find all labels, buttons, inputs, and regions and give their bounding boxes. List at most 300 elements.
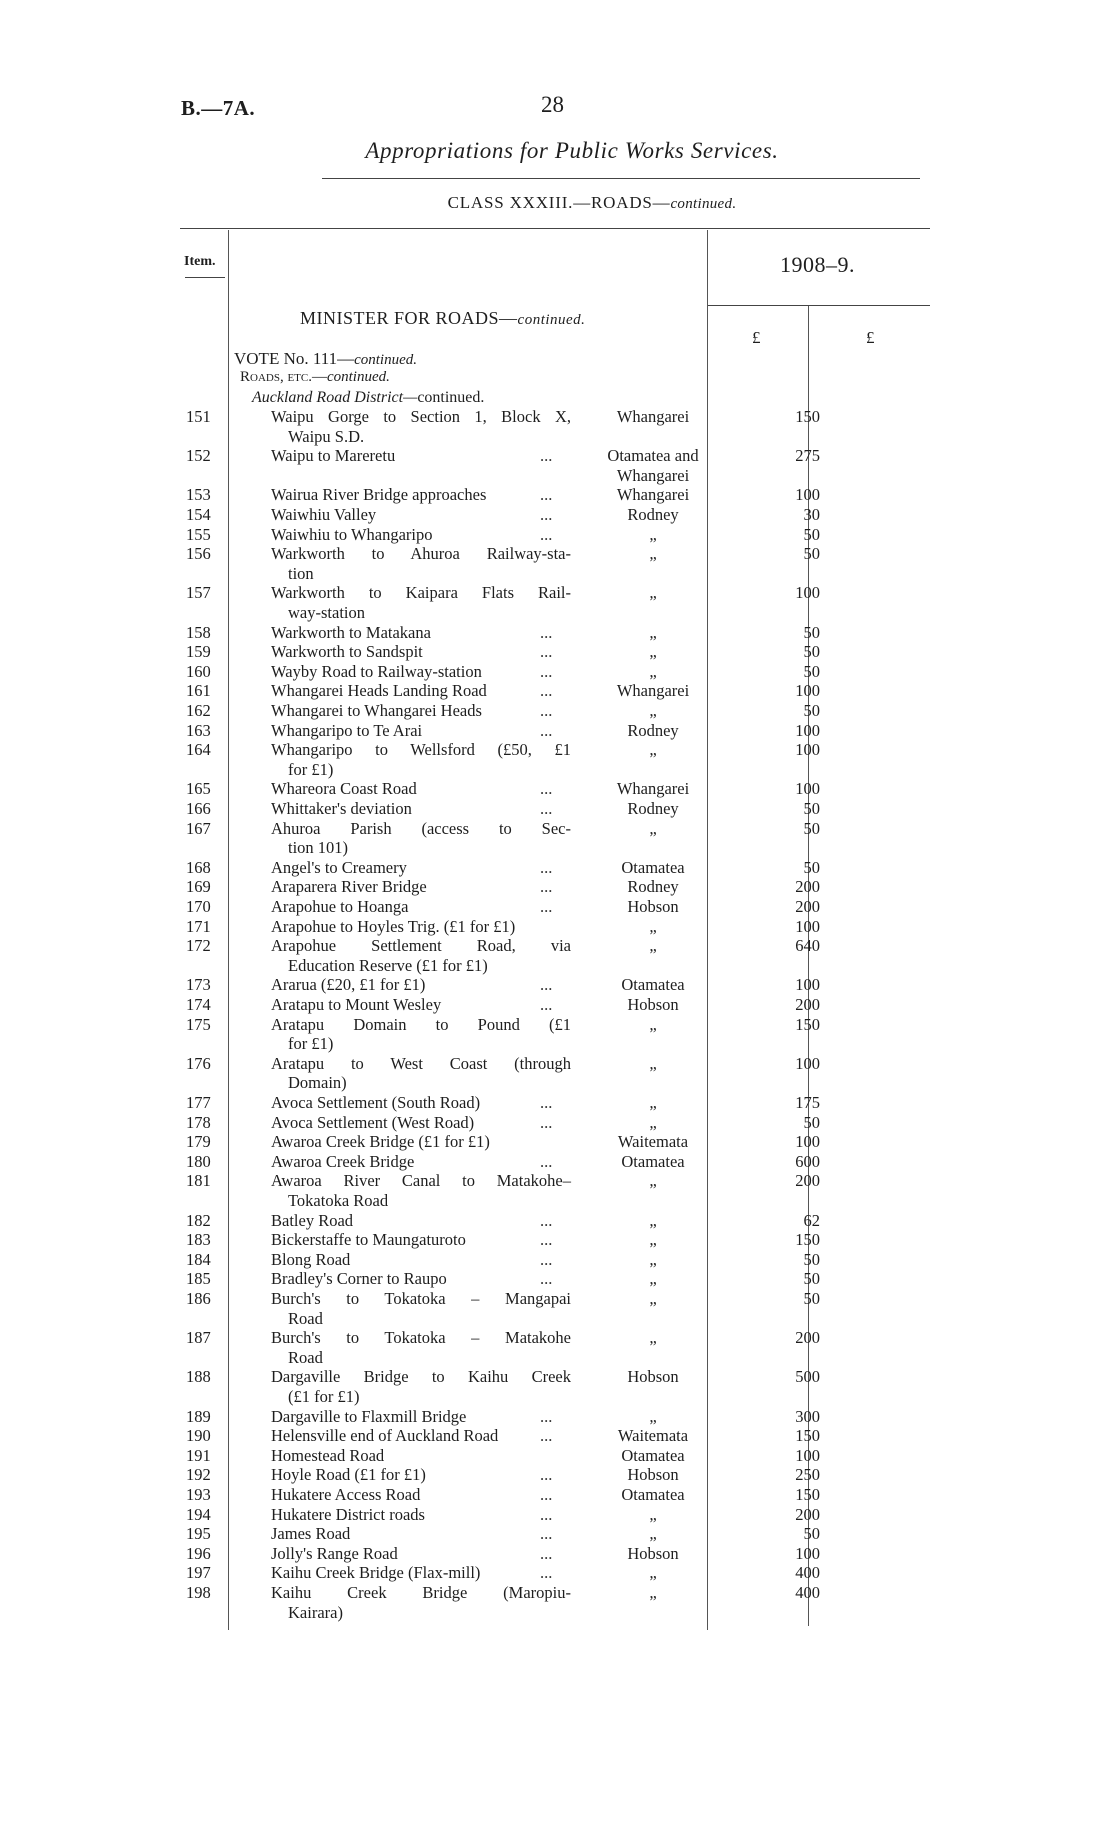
district-name: „ bbox=[649, 1269, 657, 1289]
item-number: 181 bbox=[186, 1171, 211, 1191]
item-number: 169 bbox=[186, 877, 211, 897]
item-number: 164 bbox=[186, 740, 211, 760]
road-description bbox=[271, 1446, 571, 1466]
road-description-line-1: Hukatere Access Road bbox=[271, 1485, 421, 1504]
item-number: 155 bbox=[186, 524, 211, 544]
amount-value: 50 bbox=[803, 1289, 820, 1308]
road-description-line-2: (£1 for £1) bbox=[288, 1386, 360, 1406]
table-row bbox=[0, 1152, 1114, 1172]
road-description bbox=[271, 740, 571, 779]
leader-dots: ... bbox=[540, 779, 553, 799]
amount-value: 50 bbox=[803, 701, 820, 720]
road-description-line-1: Bickerstaffe to Maungaturoto bbox=[271, 1230, 466, 1250]
leader-dots: ... bbox=[540, 505, 553, 524]
amount-value: 100 bbox=[795, 975, 820, 995]
amount-value: 50 bbox=[803, 799, 820, 818]
amount-value: 50 bbox=[803, 1112, 820, 1132]
roads-heading bbox=[240, 369, 390, 386]
leader-dots: ... bbox=[540, 975, 553, 995]
district-name: „ bbox=[649, 622, 657, 642]
road-description bbox=[271, 505, 571, 525]
table-row bbox=[0, 446, 1114, 485]
table-row bbox=[0, 936, 1114, 975]
road-description-line-1: Araparera River Bridge bbox=[271, 877, 427, 897]
item-number: 194 bbox=[186, 1504, 211, 1524]
item-column-header: Item. bbox=[184, 254, 216, 269]
pound-symbol-2: £ bbox=[866, 328, 875, 347]
district-name: Whangarei bbox=[616, 485, 690, 505]
district-name: „ bbox=[649, 1230, 657, 1250]
table-row bbox=[0, 525, 1114, 545]
amount-value: 100 bbox=[795, 1053, 820, 1073]
road-description-line-1: Arapohue to Hoyles Trig. (£1 for £1) bbox=[271, 916, 516, 936]
leader-dots: ... bbox=[540, 1230, 553, 1250]
leader-dots: ... bbox=[540, 701, 553, 720]
amount-value: 100 bbox=[795, 485, 820, 505]
class-heading bbox=[0, 193, 1114, 213]
table-row bbox=[0, 642, 1114, 662]
item-number: 195 bbox=[186, 1524, 211, 1544]
leader-dots: ... bbox=[540, 1269, 553, 1289]
district-name: „ bbox=[649, 1014, 657, 1034]
item-number: 167 bbox=[186, 818, 211, 838]
road-description-line-1: Awaroa Creek Bridge bbox=[271, 1151, 415, 1171]
district-name: „ bbox=[649, 818, 657, 838]
road-description-line-1: Waipu Gorge to Section 1, Block X, bbox=[271, 407, 571, 426]
road-description-line-1: Dargaville Bridge to Kaihu Creek bbox=[271, 1367, 571, 1387]
leader-dots: ... bbox=[540, 1504, 553, 1524]
road-description bbox=[271, 681, 571, 701]
road-description bbox=[271, 877, 571, 897]
district-name: Hobson bbox=[627, 1543, 679, 1563]
item-number: 184 bbox=[186, 1249, 211, 1269]
road-description-line-1: Whittaker's deviation bbox=[271, 799, 412, 818]
road-description-line-2: for £1) bbox=[288, 1034, 334, 1054]
road-description-line-2: way-station bbox=[288, 602, 365, 622]
leader-dots: ... bbox=[540, 1112, 553, 1132]
road-description-line-1: Whangarei to Whangarei Heads bbox=[271, 701, 482, 720]
table-row bbox=[0, 1328, 1114, 1367]
table-row bbox=[0, 407, 1114, 446]
table-row bbox=[0, 662, 1114, 682]
road-description-line-1: Whangarei Heads Landing Road bbox=[271, 681, 487, 701]
road-description bbox=[271, 975, 571, 995]
item-number: 159 bbox=[186, 642, 211, 662]
district-name: Rodney bbox=[627, 720, 679, 740]
road-description-line-2: tion 101) bbox=[288, 838, 349, 858]
item-number: 188 bbox=[186, 1367, 211, 1387]
leader-dots: ... bbox=[540, 661, 553, 681]
district-name: „ bbox=[649, 1171, 657, 1191]
page-title: Appropriations for Public Works Services. bbox=[365, 138, 779, 163]
table-row bbox=[0, 897, 1114, 917]
district-name: Otamatea bbox=[621, 975, 685, 995]
item-number: 178 bbox=[186, 1112, 211, 1132]
amount-value: 300 bbox=[795, 1406, 820, 1426]
amount-value: 400 bbox=[795, 1563, 820, 1583]
road-description bbox=[271, 642, 571, 662]
amount-value: 640 bbox=[795, 936, 820, 956]
district-name: Rodney bbox=[627, 877, 679, 897]
leader-dots: ... bbox=[540, 1426, 553, 1446]
table-row bbox=[0, 1171, 1114, 1210]
table-row bbox=[0, 1230, 1114, 1250]
table-row bbox=[0, 917, 1114, 937]
amount-value: 50 bbox=[803, 1249, 820, 1269]
district-name: „ bbox=[649, 936, 657, 956]
road-description-line-1: Burch's to Tokatoka – Mangapai bbox=[271, 1289, 571, 1308]
district-name: Hobson bbox=[627, 1367, 679, 1387]
leader-dots: ... bbox=[540, 524, 553, 544]
leader-dots: ... bbox=[540, 485, 553, 505]
item-number: 153 bbox=[186, 485, 211, 505]
year-header-underline bbox=[708, 305, 930, 306]
leader-dots: ... bbox=[540, 1151, 553, 1171]
item-number: 170 bbox=[186, 897, 211, 916]
table-row bbox=[0, 1015, 1114, 1054]
table-row bbox=[0, 975, 1114, 995]
district-name: Rodney bbox=[627, 505, 679, 524]
table-row bbox=[0, 1054, 1114, 1093]
road-description-line-2: Domain) bbox=[288, 1073, 347, 1093]
leader-dots: ... bbox=[540, 897, 553, 916]
road-description bbox=[271, 1093, 571, 1113]
road-description-line-1: Avoca Settlement (South Road) bbox=[271, 1093, 481, 1112]
road-description-line-1: Hukatere District roads bbox=[271, 1504, 425, 1524]
item-number: 165 bbox=[186, 779, 211, 799]
road-description-line-1: Dargaville to Flaxmill Bridge bbox=[271, 1406, 467, 1426]
amount-value: 150 bbox=[795, 1426, 820, 1446]
table-row bbox=[0, 1446, 1114, 1466]
amount-value: 200 bbox=[795, 1328, 820, 1348]
road-description bbox=[271, 721, 571, 741]
road-description-line-1: Aratapu to Mount Wesley bbox=[271, 995, 442, 1014]
table-row bbox=[0, 995, 1114, 1015]
table-row bbox=[0, 779, 1114, 799]
item-number: 158 bbox=[186, 622, 211, 642]
item-number: 163 bbox=[186, 720, 211, 740]
district-name: Otamatea bbox=[621, 1485, 685, 1504]
table-row bbox=[0, 1211, 1114, 1231]
road-description bbox=[271, 995, 571, 1015]
road-description bbox=[271, 407, 571, 446]
table-row bbox=[0, 858, 1114, 878]
minister-heading bbox=[300, 308, 585, 329]
minister-heading-text: MINISTER FOR ROADS— bbox=[300, 308, 518, 328]
road-description-line-1: Warkworth to Sandspit bbox=[271, 642, 423, 662]
item-number: 182 bbox=[186, 1210, 211, 1230]
table-row bbox=[0, 819, 1114, 858]
page-number: 28 bbox=[541, 92, 564, 117]
road-description bbox=[271, 1524, 571, 1544]
district-name: Otamatea and Whangarei bbox=[607, 446, 699, 485]
table-row bbox=[0, 681, 1114, 701]
district-name: „ bbox=[649, 524, 657, 544]
table-row bbox=[0, 1269, 1114, 1289]
road-description-line-1: Angel's to Creamery bbox=[271, 857, 407, 877]
leader-dots: ... bbox=[540, 446, 553, 466]
road-description-line-1: Kaihu Creek Bridge (Flax-mill) bbox=[271, 1563, 481, 1583]
leader-dots: ... bbox=[540, 1563, 553, 1583]
road-description-line-1: Awaroa River Canal to Matakohe– bbox=[271, 1171, 571, 1191]
table-row bbox=[0, 1505, 1114, 1525]
district-name: Whangarei bbox=[616, 681, 690, 701]
amount-value: 150 bbox=[795, 407, 820, 426]
amount-value: 50 bbox=[803, 661, 820, 681]
district-name: Whangarei bbox=[616, 407, 690, 426]
amount-value: 100 bbox=[795, 740, 820, 760]
leader-dots: ... bbox=[540, 1406, 553, 1426]
road-description-line-1: Avoca Settlement (West Road) bbox=[271, 1112, 475, 1132]
district-name: „ bbox=[649, 1406, 657, 1426]
amount-value: 50 bbox=[803, 1269, 820, 1289]
road-description bbox=[271, 1367, 571, 1406]
table-row bbox=[0, 485, 1114, 505]
amount-value: 200 bbox=[795, 1504, 820, 1524]
table-row bbox=[0, 1132, 1114, 1152]
district-name: Otamatea bbox=[621, 1151, 685, 1171]
item-number: 168 bbox=[186, 857, 211, 877]
amount-value: 50 bbox=[803, 1524, 820, 1544]
item-number: 196 bbox=[186, 1543, 211, 1563]
road-description-line-2: Road bbox=[288, 1308, 323, 1328]
amount-value: 400 bbox=[795, 1583, 820, 1602]
road-description-line-1: Aratapu to West Coast (through bbox=[271, 1053, 571, 1073]
roads-heading-text: Roads, etc.— bbox=[240, 369, 327, 385]
district-name: „ bbox=[649, 1053, 657, 1073]
amount-value: 150 bbox=[795, 1485, 820, 1504]
amount-value: 100 bbox=[795, 583, 820, 603]
table-row bbox=[0, 1465, 1114, 1485]
district-name: „ bbox=[649, 1563, 657, 1583]
road-description bbox=[271, 1132, 571, 1152]
district-heading bbox=[252, 389, 484, 407]
table-row bbox=[0, 1289, 1114, 1328]
item-number: 192 bbox=[186, 1465, 211, 1485]
road-description-line-2: tion bbox=[288, 563, 314, 583]
road-description bbox=[271, 544, 571, 583]
item-header-underline bbox=[185, 277, 225, 278]
road-description bbox=[271, 1485, 571, 1505]
road-description bbox=[271, 1583, 571, 1622]
road-description bbox=[271, 485, 571, 505]
road-description-line-1: Ahuroa Parish (access to Sec- bbox=[271, 818, 571, 838]
amount-value: 100 bbox=[795, 681, 820, 701]
road-description-line-1: Jolly's Range Road bbox=[271, 1543, 398, 1563]
item-number: 157 bbox=[186, 583, 211, 603]
leader-dots: ... bbox=[540, 681, 553, 701]
item-number: 185 bbox=[186, 1269, 211, 1289]
amount-value: 100 bbox=[795, 720, 820, 740]
district-name: Whangarei bbox=[616, 779, 690, 799]
road-description-line-2: Road bbox=[288, 1347, 323, 1367]
amount-value: 50 bbox=[803, 622, 820, 642]
road-description bbox=[271, 779, 571, 799]
road-description bbox=[271, 1269, 571, 1289]
road-description-line-1: Waiwhiu to Whangaripo bbox=[271, 524, 433, 544]
road-description bbox=[271, 446, 571, 466]
item-number: 187 bbox=[186, 1328, 211, 1348]
road-description bbox=[271, 1465, 571, 1485]
amount-value: 150 bbox=[795, 1014, 820, 1034]
class-heading-text: CLASS XXXIII.—ROADS— bbox=[447, 193, 671, 212]
amount-value: 600 bbox=[795, 1151, 820, 1171]
amount-value: 250 bbox=[795, 1465, 820, 1485]
leader-dots: ... bbox=[540, 877, 553, 897]
table-row bbox=[0, 740, 1114, 779]
road-description-line-1: Hoyle Road (£1 for £1) bbox=[271, 1465, 426, 1485]
table-row bbox=[0, 623, 1114, 643]
road-description bbox=[271, 1015, 571, 1054]
district-name: Otamatea bbox=[621, 1445, 685, 1465]
road-description-line-1: Wairua River Bridge approaches bbox=[271, 485, 487, 505]
road-description bbox=[271, 897, 571, 917]
table-row bbox=[0, 1563, 1114, 1583]
amount-value: 50 bbox=[803, 524, 820, 544]
amount-value: 500 bbox=[795, 1367, 820, 1387]
leader-dots: ... bbox=[540, 995, 553, 1014]
road-description bbox=[271, 1152, 571, 1172]
road-description-line-1: Whangaripo to Wellsford (£50, £1 bbox=[271, 740, 571, 760]
district-name: „ bbox=[649, 1524, 657, 1544]
road-description bbox=[271, 1563, 571, 1583]
amount-value: 150 bbox=[795, 1230, 820, 1250]
district-name: „ bbox=[649, 642, 657, 662]
table-row bbox=[0, 1426, 1114, 1446]
table-row bbox=[0, 1583, 1114, 1622]
district-name: „ bbox=[649, 544, 657, 564]
amount-value: 100 bbox=[795, 1445, 820, 1465]
district-heading-text: Auckland Road District— bbox=[252, 389, 418, 406]
amount-value: 200 bbox=[795, 897, 820, 916]
road-description bbox=[271, 1505, 571, 1525]
road-description-line-1: Warkworth to Matakana bbox=[271, 622, 431, 642]
table-row bbox=[0, 1367, 1114, 1406]
district-name: „ bbox=[649, 1504, 657, 1524]
road-description bbox=[271, 701, 571, 721]
leader-dots: ... bbox=[540, 1543, 553, 1563]
amount-value: 275 bbox=[795, 446, 820, 466]
road-description-line-1: Aratapu Domain to Pound (£1 bbox=[271, 1014, 571, 1034]
district-name: Hobson bbox=[627, 1465, 679, 1485]
road-description bbox=[271, 819, 571, 858]
district-name: „ bbox=[649, 701, 657, 720]
item-number: 162 bbox=[186, 701, 211, 720]
leader-dots: ... bbox=[540, 1485, 553, 1504]
leader-dots: ... bbox=[540, 1093, 553, 1112]
amount-value: 50 bbox=[803, 857, 820, 877]
item-number: 175 bbox=[186, 1014, 211, 1034]
district-name: „ bbox=[649, 1093, 657, 1112]
table-row bbox=[0, 701, 1114, 721]
road-description bbox=[271, 1113, 571, 1133]
table-row bbox=[0, 1250, 1114, 1270]
year-column-header: 1908–9. bbox=[780, 252, 855, 277]
road-description-line-1: Bradley's Corner to Raupo bbox=[271, 1269, 447, 1289]
road-description-line-1: Arapohue to Hoanga bbox=[271, 897, 409, 916]
road-description-line-1: Arapohue Settlement Road, via bbox=[271, 936, 571, 956]
road-description-line-2: Education Reserve (£1 for £1) bbox=[288, 955, 488, 975]
table-row bbox=[0, 1485, 1114, 1505]
road-description-line-1: Ararua (£20, £1 for £1) bbox=[271, 975, 426, 995]
item-number: 179 bbox=[186, 1132, 211, 1152]
table-row bbox=[0, 583, 1114, 622]
district-name: „ bbox=[649, 583, 657, 603]
item-number: 154 bbox=[186, 505, 211, 524]
road-description-line-1: Waipu to Mareretu bbox=[271, 446, 396, 466]
amount-value: 62 bbox=[803, 1210, 820, 1230]
district-name: „ bbox=[649, 1112, 657, 1132]
amount-value: 50 bbox=[803, 544, 820, 564]
leader-dots: ... bbox=[540, 1524, 553, 1544]
vote-heading bbox=[234, 349, 417, 369]
table-row bbox=[0, 799, 1114, 819]
leader-dots: ... bbox=[540, 857, 553, 877]
leader-dots: ... bbox=[540, 720, 553, 740]
road-description bbox=[271, 799, 571, 819]
district-name: „ bbox=[649, 916, 657, 936]
road-description bbox=[271, 623, 571, 643]
road-description-line-2: Kairara) bbox=[288, 1602, 343, 1622]
leader-dots: ... bbox=[540, 622, 553, 642]
table-row bbox=[0, 1113, 1114, 1133]
vote-heading-continued: continued. bbox=[354, 352, 417, 368]
item-number: 193 bbox=[186, 1485, 211, 1504]
table-row bbox=[0, 505, 1114, 525]
road-description bbox=[271, 1250, 571, 1270]
table-row bbox=[0, 1093, 1114, 1113]
document-reference: B.—7A. bbox=[181, 96, 256, 120]
leader-dots: ... bbox=[540, 642, 553, 662]
item-number: 190 bbox=[186, 1426, 211, 1446]
amount-value: 50 bbox=[803, 642, 820, 662]
item-number: 183 bbox=[186, 1230, 211, 1250]
road-description-line-1: Warkworth to Kaipara Flats Rail- bbox=[271, 583, 571, 603]
district-name: Hobson bbox=[627, 897, 679, 916]
amount-value: 100 bbox=[795, 1132, 820, 1152]
district-name: Rodney bbox=[627, 799, 679, 818]
district-name: Hobson bbox=[627, 995, 679, 1014]
amount-value: 100 bbox=[795, 779, 820, 799]
item-number: 151 bbox=[186, 407, 211, 426]
leader-dots: ... bbox=[540, 1249, 553, 1269]
road-description bbox=[271, 1407, 571, 1427]
table-row bbox=[0, 877, 1114, 897]
top-rule bbox=[322, 178, 920, 179]
leader-dots: ... bbox=[540, 1210, 553, 1230]
item-number: 161 bbox=[186, 681, 211, 701]
item-number: 171 bbox=[186, 916, 211, 936]
item-number: 172 bbox=[186, 936, 211, 956]
item-number: 180 bbox=[186, 1151, 211, 1171]
district-name: „ bbox=[649, 1249, 657, 1269]
road-description-line-2: for £1) bbox=[288, 759, 334, 779]
amount-value: 200 bbox=[795, 995, 820, 1014]
road-description bbox=[271, 662, 571, 682]
item-number: 198 bbox=[186, 1583, 211, 1602]
item-number: 191 bbox=[186, 1445, 211, 1465]
item-number: 177 bbox=[186, 1093, 211, 1112]
item-number: 174 bbox=[186, 995, 211, 1014]
road-description bbox=[271, 1426, 571, 1446]
road-description-line-1: Helensville end of Auckland Road bbox=[271, 1426, 499, 1446]
item-number: 152 bbox=[186, 446, 211, 466]
road-description bbox=[271, 917, 571, 937]
table-row bbox=[0, 1524, 1114, 1544]
road-description bbox=[271, 525, 571, 545]
road-description-line-1: Awaroa Creek Bridge (£1 for £1) bbox=[271, 1132, 490, 1152]
road-description bbox=[271, 1171, 571, 1210]
